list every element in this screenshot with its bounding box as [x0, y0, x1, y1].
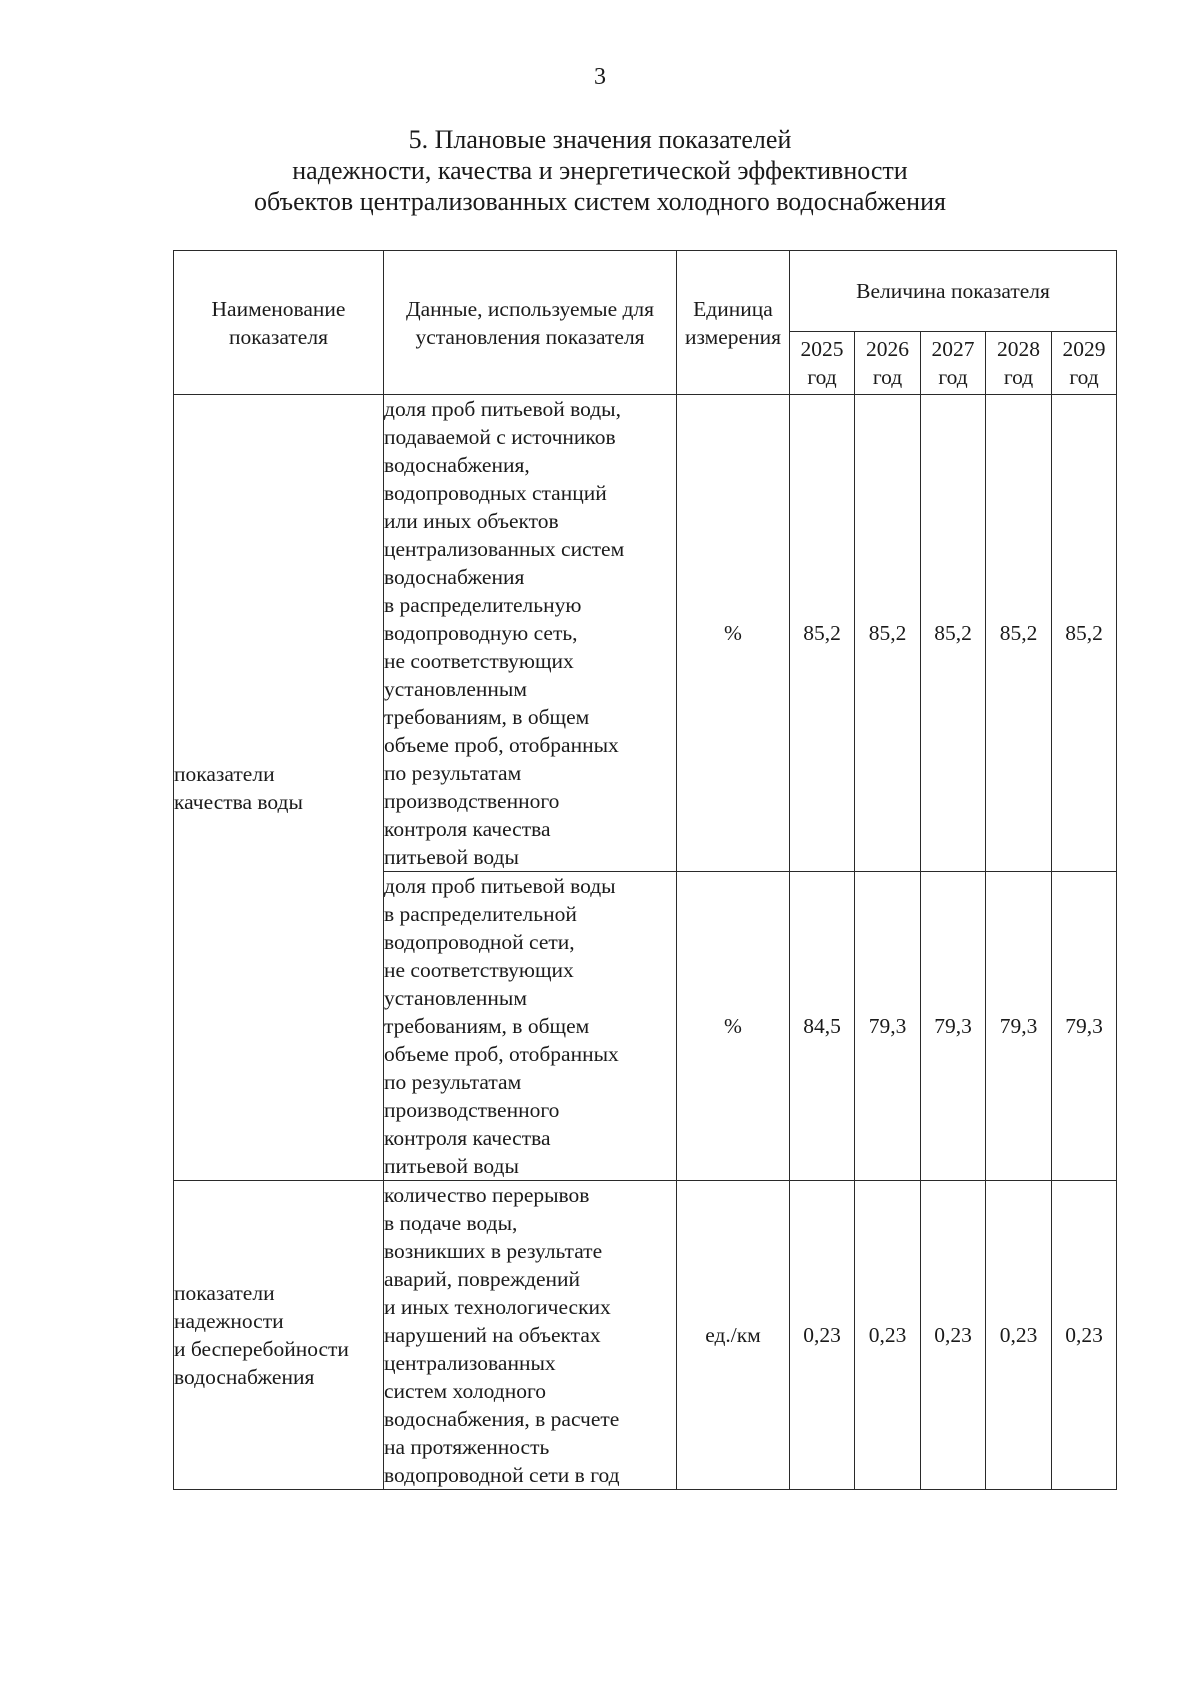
table-row: [174, 395, 1117, 872]
value-2028: 79,3: [986, 872, 1052, 1181]
value-2028: 0,23: [986, 1181, 1052, 1490]
header-unit: Единица измерения: [677, 251, 790, 395]
header-year-2028: 2028 год: [986, 332, 1052, 395]
indicator-unit: %: [677, 872, 790, 1181]
value-2025: 85,2: [790, 395, 855, 872]
indicator-data: доля проб питьевой воды, подаваемой с источников водоснабжения, водопроводных станций или иных объектов централизованных систем водоснабжения в распределительную водопроводную сеть, не соответствующих установленным требованиям, в общем объеме проб, отобранных по результатам производственного контроля качества питьевой воды: [384, 395, 677, 872]
value-2027: 79,3: [921, 872, 986, 1181]
value-2027: 85,2: [921, 395, 986, 872]
indicator-data: количество перерывов в подаче воды, возникших в результате аварий, повреждений и иных технологических нарушений на объектах централизованных систем холодного водоснабжения, в расчете на протяженность водопроводной сети в год: [384, 1181, 677, 1490]
header-year-2026: 2026 год: [855, 332, 921, 395]
title-line-3: объектов централизованных систем холодного водоснабжения: [254, 187, 946, 216]
header-data: Данные, используемые для установления показателя: [384, 251, 677, 395]
value-2029: 0,23: [1052, 1181, 1117, 1490]
value-2029: 85,2: [1052, 395, 1117, 872]
header-row-1: [174, 251, 1117, 332]
value-2028: 85,2: [986, 395, 1052, 872]
value-2025: 84,5: [790, 872, 855, 1181]
value-2029: 79,3: [1052, 872, 1117, 1181]
header-year-2029: 2029 год: [1052, 332, 1117, 395]
value-2025: 0,23: [790, 1181, 855, 1490]
indicator-unit: %: [677, 395, 790, 872]
indicator-data: доля проб питьевой воды в распределительной водопроводной сети, не соответствующих установленным требованиям, в общем объеме проб, отобранных по результатам производственного контроля качества питьевой воды: [384, 872, 677, 1181]
header-year-2025: 2025 год: [790, 332, 855, 395]
title-line-1: 5. Плановые значения показателей: [408, 125, 792, 154]
title-line-2: надежности, качества и энергетической эффективности: [292, 156, 908, 185]
value-2026: 85,2: [855, 395, 921, 872]
indicator-name-water-quality: показатели качества воды: [174, 395, 384, 1181]
indicator-name-reliability: показатели надежности и бесперебойности водоснабжения: [174, 1181, 384, 1490]
header-year-2027: 2027 год: [921, 332, 986, 395]
value-2027: 0,23: [921, 1181, 986, 1490]
value-2026: 0,23: [855, 1181, 921, 1490]
indicators-table: [173, 250, 1117, 1490]
value-2026: 79,3: [855, 872, 921, 1181]
page-number: 3: [594, 64, 606, 90]
document-title: [0, 124, 1200, 217]
header-value: Величина показателя: [790, 251, 1117, 332]
indicator-unit: ед./км: [677, 1181, 790, 1490]
table-row: [174, 1181, 1117, 1490]
header-name: Наименование показателя: [174, 251, 384, 395]
